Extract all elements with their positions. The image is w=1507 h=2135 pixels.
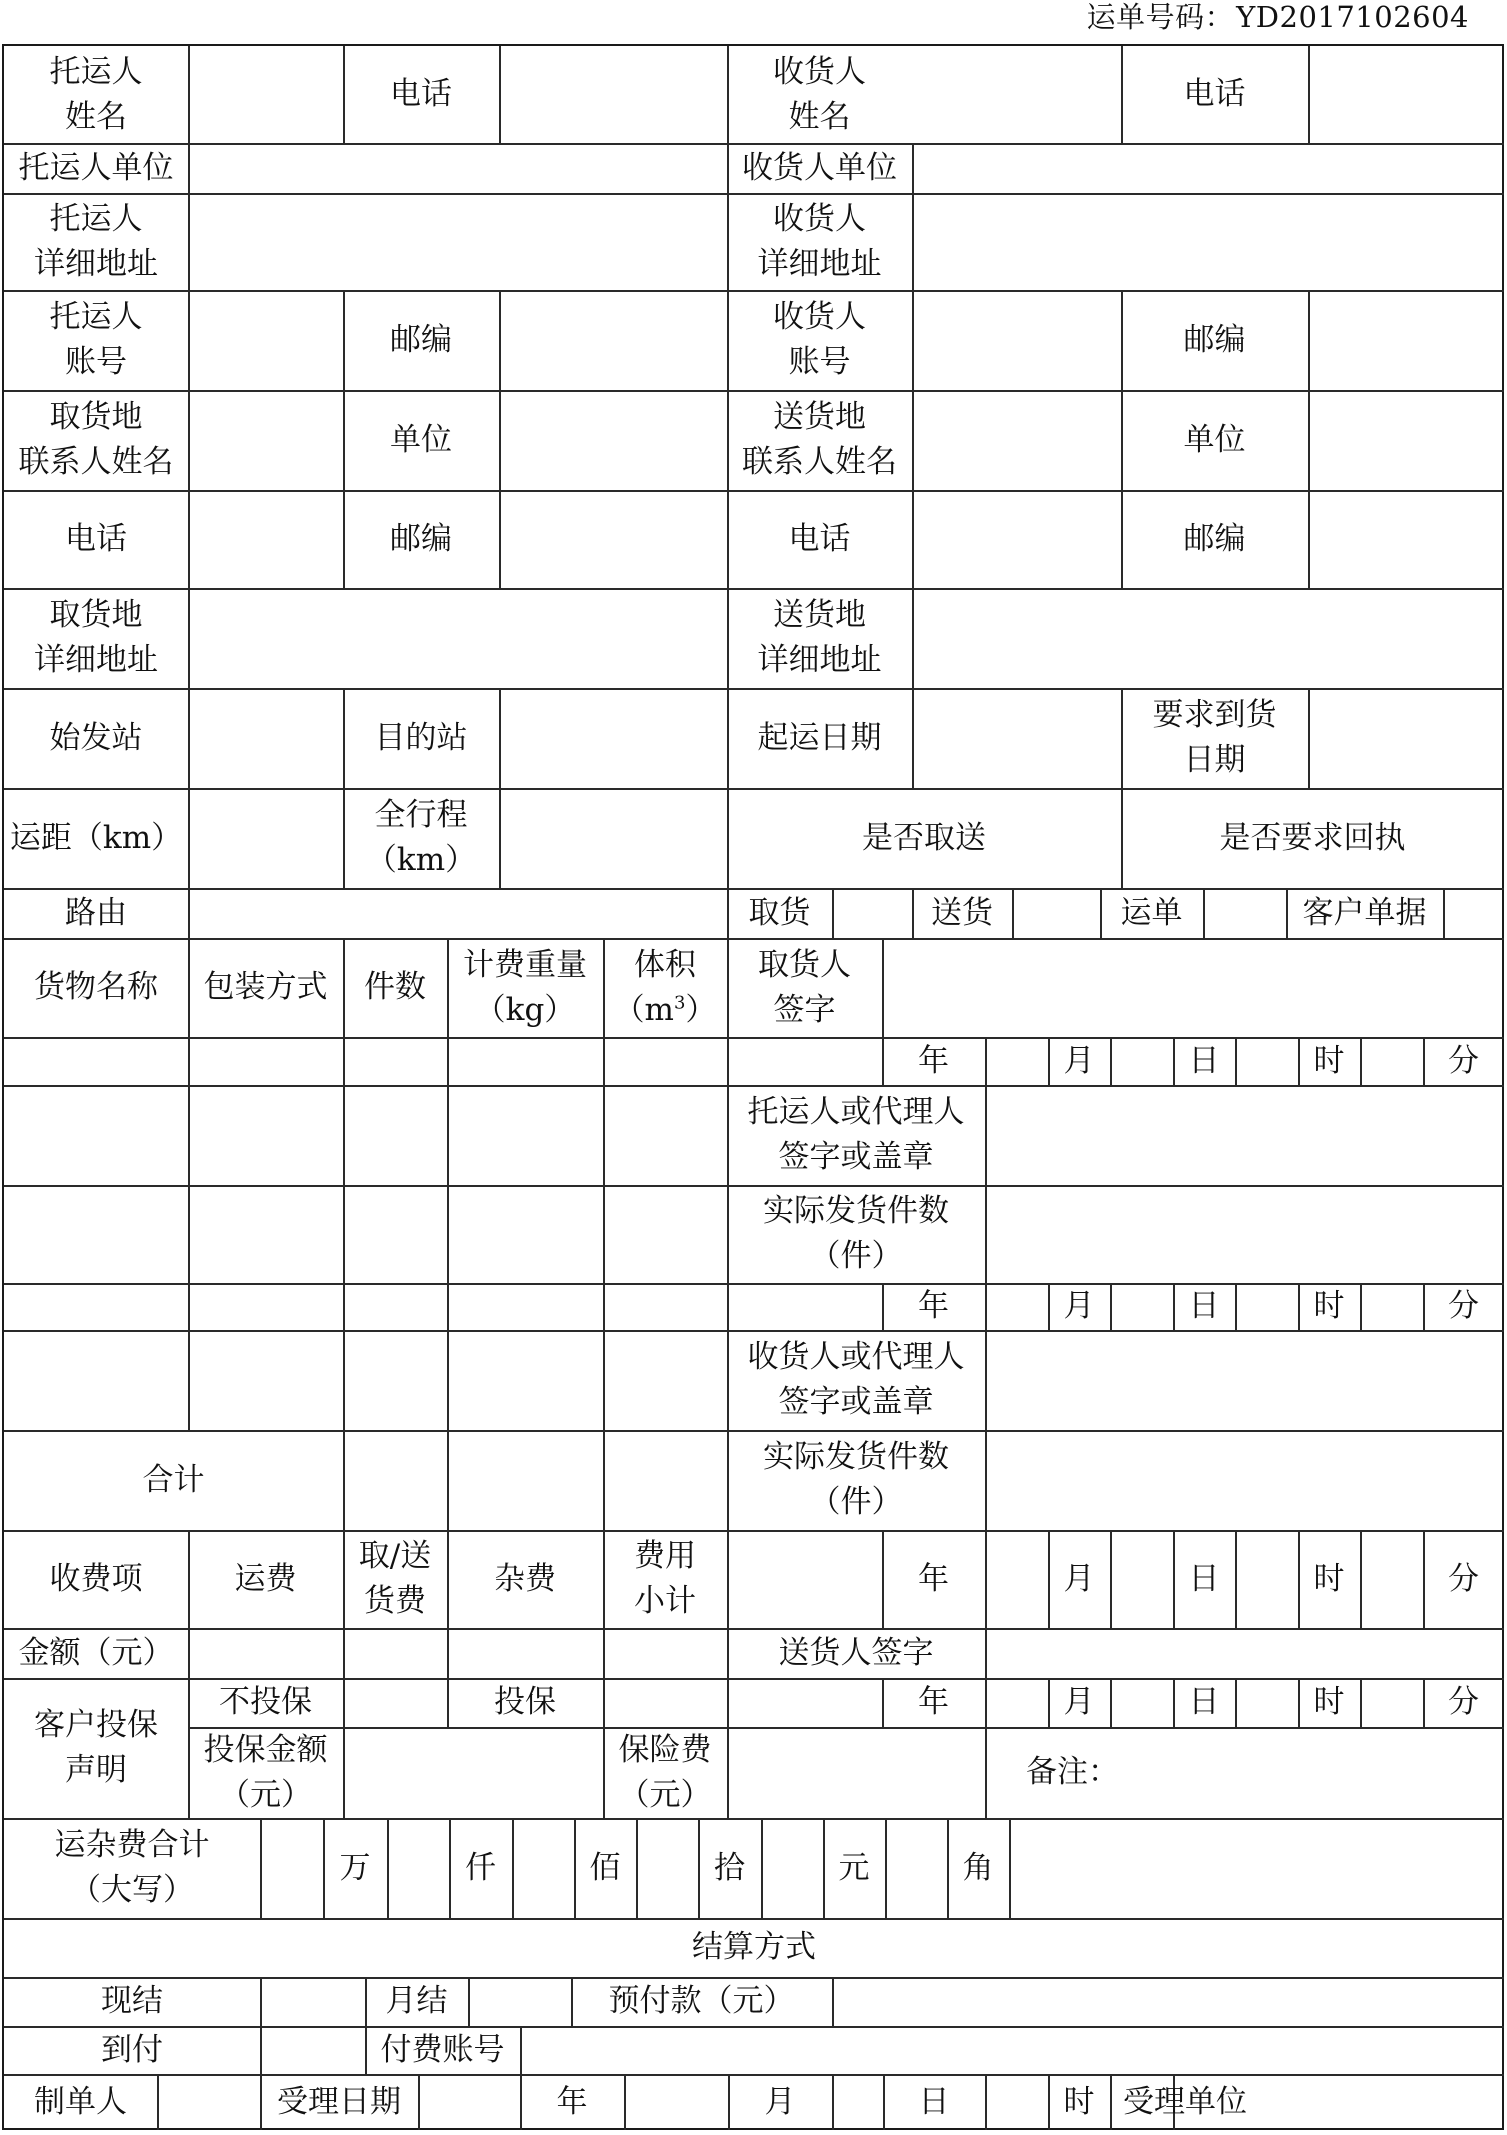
rule-v — [418, 2074, 420, 2130]
pickup-contact-label-line: 联系人姓名 — [18, 444, 174, 480]
insured-amount-label-line: （元） — [219, 1776, 312, 1813]
rule-h — [188, 1727, 1504, 1729]
shipper-sign-label — [727, 1085, 985, 1185]
destination-station-field[interactable] — [499, 688, 727, 788]
amount-label: 金额（元） — [18, 1634, 174, 1671]
rule-v — [985, 1678, 987, 1727]
rule-v — [1360, 1283, 1362, 1330]
rule-v — [1235, 1037, 1237, 1085]
consignee-sign-label-line: 收货人或代理人 — [747, 1339, 965, 1375]
waybill-option-field[interactable] — [1203, 888, 1286, 938]
shipper-postcode-field[interactable] — [499, 290, 727, 390]
rule-v — [603, 1037, 605, 1085]
shipper-sign-label-line: 签字或盖章 — [778, 1139, 934, 1175]
insurance-declaration-label-line: 客户投保 — [34, 1707, 158, 1743]
rule-v — [343, 1430, 345, 1530]
courier-time-day-unit: 日 — [1188, 1684, 1220, 1720]
goods-total-label: 合计 — [142, 1461, 205, 1498]
delivery-address-label-line: 详细地址 — [757, 642, 882, 678]
fee-subtotal-label-line: 费用 — [634, 1538, 696, 1574]
pickup-time-year-unit: 年 — [918, 1042, 949, 1079]
required-date-label — [1121, 688, 1308, 788]
shipper-unit-field[interactable] — [188, 143, 727, 193]
rule-v — [603, 1628, 605, 1678]
rule-v — [727, 1678, 729, 1727]
rule-h — [4, 1283, 188, 1285]
required-date-label-line: 日期 — [1183, 742, 1246, 778]
waybill-number-label: 运单号码： — [1086, 0, 1235, 34]
rule-v — [343, 1727, 345, 1818]
shipper-account-label — [4, 290, 188, 390]
waybill-number-value: YD2017102604 — [1236, 0, 1469, 34]
premium-label-line: 保险费 — [618, 1731, 712, 1768]
consignee-address-field[interactable] — [912, 193, 1504, 290]
shipper-address-label — [4, 193, 188, 290]
courier-time-year-unit: 年 — [918, 1684, 949, 1720]
pickup-time-day-unit: 日 — [1188, 1042, 1220, 1079]
premium-label — [603, 1727, 727, 1818]
pickup-unit-label: 单位 — [390, 421, 452, 458]
rule-v — [727, 1530, 729, 1628]
freight-label: 运费 — [234, 1560, 297, 1597]
rule-v — [343, 1037, 345, 1085]
picker-sign-field[interactable] — [882, 938, 1504, 1037]
rule-v — [447, 1330, 449, 1430]
count-header: 件数 — [364, 969, 426, 1005]
shipper-account-label-line: 托运人 — [49, 299, 143, 335]
pickup-contact-field[interactable] — [188, 390, 343, 490]
shipper-account-field[interactable] — [188, 290, 343, 390]
consignee-postcode-label: 邮编 — [1183, 321, 1246, 358]
accept-month-unit: 月 — [764, 2083, 796, 2120]
courier-time-month-unit: 月 — [1063, 1684, 1095, 1720]
prepaid-field[interactable] — [832, 1977, 1504, 2026]
origin-station-label: 始发站 — [49, 719, 143, 756]
shipper-name-label-line: 姓名 — [65, 98, 127, 135]
insured-label: 投保 — [494, 1684, 556, 1720]
rule-h — [4, 1185, 188, 1187]
wan-unit: 万 — [339, 1849, 371, 1886]
volume-unit-text: （m — [613, 991, 674, 1028]
weight-header-line: （kg） — [474, 991, 576, 1028]
rule-v — [387, 1818, 389, 1918]
pickup-phone-label: 电话 — [65, 520, 127, 557]
cod-label: 到付 — [101, 2031, 163, 2068]
ship-time-hour-unit: 时 — [1313, 1288, 1345, 1324]
ship-time-day-unit: 日 — [1188, 1288, 1220, 1324]
delivery-address-label — [727, 588, 912, 688]
rule-v — [447, 1185, 449, 1283]
delivery-time-year-unit: 年 — [918, 1560, 949, 1597]
consignee-phone-field[interactable] — [1308, 46, 1504, 143]
rule-v — [985, 1530, 987, 1628]
pay-account-label: 付费账号 — [380, 2031, 505, 2068]
delivery-postcode-field[interactable] — [1308, 490, 1504, 588]
volume-unit-sup: 3 — [673, 992, 686, 1014]
accept-unit-field[interactable] — [1260, 2074, 1504, 2130]
actual-count-field[interactable] — [985, 1185, 1504, 1283]
rule-v — [985, 1037, 987, 1085]
pay-account-field[interactable] — [520, 2026, 1504, 2074]
insurance-declaration-label — [4, 1678, 188, 1818]
volume-unit-close: ） — [685, 991, 717, 1028]
shipper-phone-label: 电话 — [390, 76, 452, 112]
distance-field[interactable] — [188, 788, 343, 888]
monthly-settlement-label: 月结 — [385, 1983, 448, 2019]
required-date-label-line: 要求到货 — [1152, 697, 1277, 733]
picker-sign-label — [727, 938, 882, 1037]
delivery-phone-field[interactable] — [912, 490, 1121, 588]
customer-doc-option-field[interactable] — [1443, 888, 1504, 938]
shipper-name-label — [4, 46, 188, 143]
pickup-postcode-field[interactable] — [499, 490, 727, 588]
total-trip-label-line: （km） — [365, 842, 477, 878]
rule-v — [1360, 1037, 1362, 1085]
pickup-address-label-line: 详细地址 — [34, 642, 158, 678]
rule-v — [636, 1818, 638, 1918]
cod-field[interactable] — [260, 2026, 365, 2074]
delivery-option-label: 送货 — [931, 894, 993, 931]
rule-v — [447, 1430, 449, 1530]
accept-unit-label: 受理单位 — [1123, 2083, 1247, 2120]
delivery-unit-field[interactable] — [1308, 390, 1504, 490]
origin-station-field[interactable] — [188, 688, 343, 788]
total-caps-label-line: （大写） — [70, 1872, 194, 1908]
rule-v — [188, 1330, 190, 1430]
bai-unit: 佰 — [589, 1849, 621, 1886]
preparer-field[interactable] — [157, 2074, 260, 2130]
rule-v — [1235, 1283, 1237, 1330]
pickup-phone-field[interactable] — [188, 490, 343, 588]
rule-v — [1110, 1678, 1112, 1727]
ship-time-year-unit: 年 — [918, 1288, 949, 1324]
rule-v — [603, 1085, 605, 1185]
rule-v — [985, 1727, 987, 1818]
pickup-time-hour-unit: 时 — [1313, 1042, 1345, 1079]
pickup-time-month-unit: 月 — [1063, 1042, 1095, 1079]
consignee-phone-label: 电话 — [1183, 76, 1246, 112]
consignee-name-field[interactable] — [912, 46, 1121, 143]
pickup-address-field[interactable] — [188, 588, 727, 688]
rule-v — [447, 1628, 449, 1678]
pickup-contact-label — [4, 390, 188, 490]
delivery-time-day-unit: 日 — [1188, 1560, 1220, 1597]
courier-sign-field[interactable] — [985, 1628, 1504, 1678]
rule-h — [188, 1283, 880, 1285]
consignee-sign-label — [727, 1330, 985, 1430]
insured-amount-label — [188, 1727, 343, 1818]
consignee-address-label-line: 收货人 — [773, 200, 866, 237]
rule-v — [447, 1283, 449, 1330]
rule-v — [985, 2074, 987, 2130]
delivery-contact-field[interactable] — [912, 390, 1121, 490]
waybill-number — [1087, 0, 1469, 40]
preparer-label: 制单人 — [34, 2083, 127, 2120]
pickup-option-field[interactable] — [832, 888, 912, 938]
prepaid-label: 预付款（元） — [608, 1983, 795, 2019]
rule-v — [1110, 1530, 1112, 1628]
courier-time-hour-unit: 时 — [1313, 1684, 1345, 1720]
shipper-unit-label: 托运人单位 — [18, 149, 174, 186]
shipper-sign-field[interactable] — [985, 1085, 1504, 1185]
rule-v — [1360, 1530, 1362, 1628]
pickup-fee-label-line: 货费 — [363, 1583, 426, 1619]
shipper-sign-label-line: 托运人或代理人 — [747, 1094, 965, 1130]
delivery-time-hour-unit: 时 — [1313, 1560, 1345, 1597]
rule-v — [985, 1283, 987, 1330]
premium-label-line: （元） — [618, 1776, 712, 1813]
consignee-name-label — [727, 46, 912, 143]
ship-date-field[interactable] — [912, 688, 1121, 788]
accept-hour-unit: 时 — [1063, 2083, 1095, 2120]
rule-h — [4, 1085, 188, 1087]
ship-time-month-unit: 月 — [1063, 1288, 1095, 1324]
total-caps-label — [4, 1818, 260, 1918]
rule-v — [761, 1818, 763, 1918]
rule-v — [343, 1678, 345, 1727]
rule-v — [603, 1330, 605, 1430]
shipper-name-label-line: 托运人 — [49, 53, 143, 90]
cash-field[interactable] — [260, 1977, 365, 2026]
delivery-phone-label: 电话 — [788, 520, 851, 557]
rule-v — [188, 1628, 190, 1678]
rule-v — [260, 1818, 262, 1918]
delivery-time-minute-unit: 分 — [1448, 1560, 1479, 1597]
delivery-address-label-line: 送货地 — [773, 597, 866, 633]
remark-label: 备注： — [1026, 1754, 1119, 1790]
pickup-unit-field[interactable] — [499, 390, 727, 490]
rule-v — [188, 1037, 190, 1085]
cash-settlement-label: 现结 — [101, 1983, 163, 2019]
shipper-phone-field[interactable] — [499, 46, 727, 143]
shipper-address-label-line: 详细地址 — [34, 245, 158, 282]
rule-v — [727, 1037, 729, 1085]
rule-v — [727, 1727, 729, 1818]
delivery-time-month-unit: 月 — [1063, 1560, 1095, 1597]
consignee-account-field[interactable] — [912, 290, 1121, 390]
fee-item-label: 收费项 — [49, 1560, 143, 1597]
rule-v — [1110, 1037, 1112, 1085]
rule-v — [603, 1185, 605, 1283]
rule-v — [885, 1818, 887, 1918]
pickup-address-label-line: 取货地 — [49, 597, 143, 633]
shipper-name-field[interactable] — [188, 46, 343, 143]
rule-v — [447, 1037, 449, 1085]
insurance-declaration-label-line: 声明 — [65, 1752, 127, 1788]
consignee-account-label — [727, 290, 912, 390]
consignee-unit-label: 收货人单位 — [742, 149, 897, 186]
consignee-unit-field[interactable] — [912, 143, 1504, 193]
shipper-address-field[interactable] — [188, 193, 727, 290]
rule-v — [603, 1283, 605, 1330]
weight-header-line: 计费重量 — [463, 946, 587, 983]
delivery-contact-label-line: 送货地 — [773, 399, 866, 435]
insured-amount-label-line: 投保金额 — [203, 1731, 328, 1768]
consignee-postcode-field[interactable] — [1308, 290, 1504, 390]
actual-count-label-line: 实际发货件数 — [763, 1193, 949, 1229]
waybill-option-label: 运单 — [1120, 894, 1183, 931]
volume-header — [603, 938, 727, 1037]
rule-v — [188, 1185, 190, 1283]
pickup-option-label: 取货 — [748, 894, 811, 931]
consignee-name-label-line: 姓名 — [788, 98, 851, 135]
picker-sign-label-line: 签字 — [773, 991, 836, 1028]
rule-v — [343, 1283, 345, 1330]
ship-time-minute-unit: 分 — [1448, 1288, 1479, 1324]
actual-count-label-2-line: 实际发货件数 — [763, 1439, 949, 1475]
consignee-sign-field[interactable] — [985, 1330, 1504, 1430]
consignee-account-label-line: 收货人 — [773, 299, 866, 335]
delivery-postcode-label: 邮编 — [1183, 520, 1246, 557]
accept-day-unit: 日 — [918, 2083, 950, 2120]
waybill-form — [2, 44, 1504, 2130]
rule-h — [4, 1037, 1504, 1039]
consignee-address-label — [727, 193, 912, 290]
pickup-fee-label-line: 取/送 — [358, 1538, 432, 1574]
pickup-time-minute-unit: 分 — [1448, 1042, 1479, 1079]
delivery-contact-label-line: 联系人姓名 — [742, 444, 897, 480]
accept-year-unit: 年 — [556, 2083, 588, 2120]
consignee-name-label-line: 收货人 — [773, 53, 866, 90]
total-trip-label — [343, 788, 499, 888]
total-caps-field[interactable] — [1009, 1818, 1504, 1918]
consignee-account-label-line: 账号 — [788, 344, 851, 380]
route-field[interactable] — [188, 888, 727, 938]
total-trip-label-line: 全行程 — [374, 797, 468, 833]
settlement-title: 结算方式 — [692, 1929, 816, 1965]
rule-v — [447, 1085, 449, 1185]
pickup-delivery-label: 是否取送 — [862, 819, 986, 856]
rule-v — [603, 1430, 605, 1530]
total-trip-field[interactable] — [499, 788, 727, 888]
actual-count-label-2-line: （件） — [809, 1484, 903, 1520]
delivery-contact-label — [727, 390, 912, 490]
shi-unit: 拾 — [714, 1849, 745, 1886]
weight-header — [447, 938, 603, 1037]
monthly-field[interactable] — [468, 1977, 571, 2026]
consignee-sign-label-line: 签字或盖章 — [778, 1384, 934, 1420]
jiao-unit: 角 — [962, 1849, 994, 1886]
rule-v — [1235, 1678, 1237, 1727]
route-label: 路由 — [65, 894, 127, 931]
actual-count-field-2[interactable] — [985, 1430, 1504, 1530]
rule-v — [343, 1628, 345, 1678]
destination-station-label: 目的站 — [374, 719, 468, 756]
rule-v — [512, 1818, 514, 1918]
rule-v — [1360, 1678, 1362, 1727]
rule-v — [343, 1330, 345, 1430]
shipper-account-label-line: 账号 — [65, 344, 127, 380]
rule-v — [832, 2074, 834, 2130]
pickup-contact-label-line: 取货地 — [49, 399, 143, 435]
rule-h — [4, 1330, 188, 1332]
fee-subtotal-label-line: 小计 — [634, 1583, 696, 1619]
rule-v — [624, 2074, 626, 2130]
rule-v — [188, 1283, 190, 1330]
receipt-required-label: 是否要求回执 — [1219, 819, 1406, 856]
picker-sign-label-line: 取货人 — [758, 946, 851, 983]
qian-unit: 仟 — [465, 1849, 496, 1886]
goods-name-header: 货物名称 — [34, 969, 158, 1005]
customer-doc-option-label: 客户单据 — [1302, 894, 1427, 931]
consignee-address-label-line: 详细地址 — [757, 245, 882, 282]
volume-unit — [614, 988, 717, 1033]
misc-fee-label: 杂费 — [494, 1560, 556, 1597]
ship-date-label: 起运日期 — [757, 719, 882, 756]
courier-time-minute-unit: 分 — [1448, 1684, 1479, 1720]
yuan-unit: 元 — [838, 1849, 870, 1886]
rule-v — [603, 1678, 605, 1727]
shipper-postcode-label: 邮编 — [390, 321, 452, 358]
rule-v — [1110, 1283, 1112, 1330]
pickup-postcode-label: 邮编 — [390, 520, 452, 557]
courier-sign-label: 送货人签字 — [778, 1634, 934, 1671]
actual-count-label — [727, 1185, 985, 1283]
required-date-field[interactable] — [1308, 688, 1504, 788]
pickup-address-label — [4, 588, 188, 688]
actual-count-label-2 — [727, 1430, 985, 1530]
delivery-unit-label: 单位 — [1183, 421, 1246, 458]
rule-v — [188, 1085, 190, 1185]
distance-label: 运距（km） — [9, 819, 183, 856]
fee-subtotal-label — [603, 1530, 727, 1628]
actual-count-label-line: （件） — [809, 1238, 903, 1274]
pickup-fee-label — [343, 1530, 447, 1628]
total-caps-label-line: 运杂费合计 — [54, 1827, 210, 1863]
delivery-option-field[interactable] — [1012, 888, 1100, 938]
volume-label: 体积 — [633, 946, 696, 983]
no-insurance-label: 不投保 — [219, 1684, 312, 1720]
rule-v — [727, 1283, 729, 1330]
rule-v — [1235, 1530, 1237, 1628]
delivery-address-field[interactable] — [912, 588, 1504, 688]
accept-date-label: 受理日期 — [277, 2083, 401, 2120]
packing-header: 包装方式 — [203, 969, 328, 1005]
shipper-address-label-line: 托运人 — [49, 200, 143, 237]
rule-v — [343, 1185, 345, 1283]
rule-v — [343, 1085, 345, 1185]
